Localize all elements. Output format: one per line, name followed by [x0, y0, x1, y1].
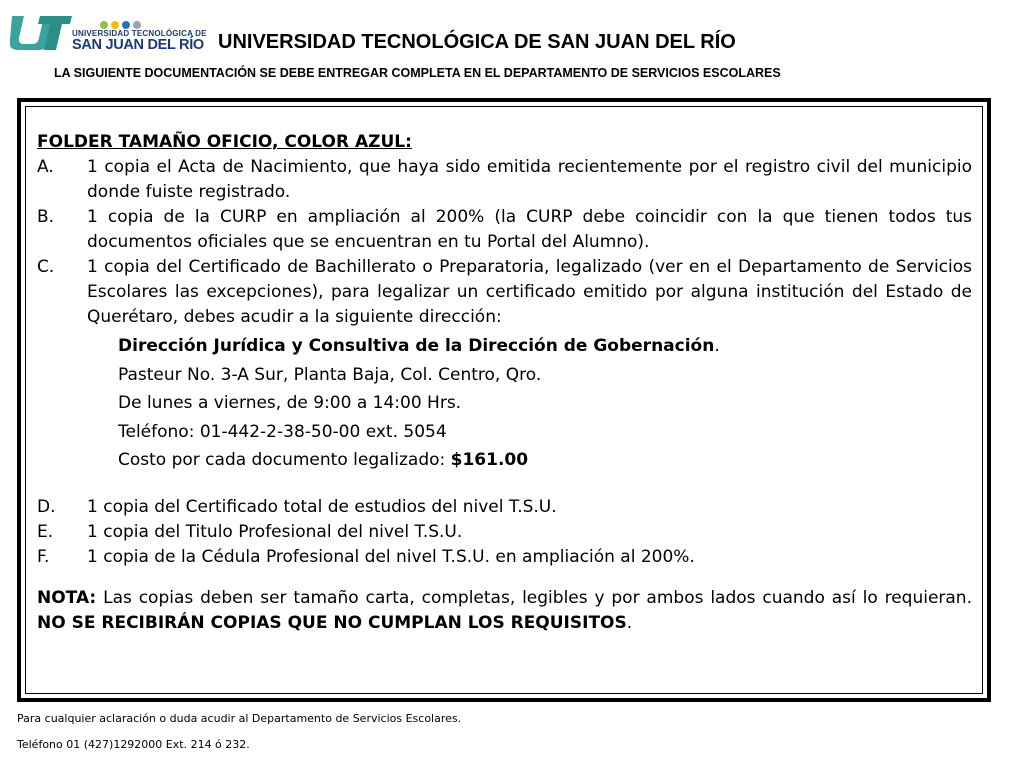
list-item-label: F. — [37, 546, 50, 567]
list-item-text: 1 copia de la Cédula Profesional del nivel T.S.U. en ampliación al 200%. — [87, 546, 695, 567]
nota-paragraph — [37, 586, 972, 636]
list-item-a — [37, 155, 972, 205]
logo-dot-yellow — [111, 21, 119, 29]
address-office — [118, 332, 972, 361]
nota-warning: NO SE RECIBIRÁN COPIAS QUE NO CUMPLAN LOS REQUISITOS — [37, 612, 627, 633]
spacer — [37, 570, 972, 586]
logo-dot-blue — [122, 21, 130, 29]
subtitle: LA SIGUIENTE DOCUMENTACIÓN SE DEBE ENTREGAR COMPLETA EN EL DEPARTAMENTO DE SERVICIOS ESCOLARES — [54, 66, 781, 80]
list-item-label: B. — [37, 207, 55, 227]
nota-text: Las copias deben ser tamaño carta, completas, legibles y por ambos lados cuando así lo requieran. — [96, 587, 972, 608]
list-item-text: 1 copia del Titulo Profesional del nivel T.S.U. — [87, 521, 463, 542]
cost-label: Costo por cada documento legalizado: — [118, 450, 451, 470]
footer-phone: Teléfono 01 (427)1292000 Ext. 214 ó 232. — [17, 738, 250, 751]
address-office-period: . — [714, 336, 720, 356]
spacer — [37, 475, 972, 495]
list-item-label: D. — [37, 496, 56, 517]
university-logo — [10, 8, 210, 52]
address-street: Pasteur No. 3-A Sur, Planta Baja, Col. Centro, Qro. — [118, 364, 542, 385]
list-item-e — [37, 520, 972, 545]
logo-text-small: UNIVERSIDAD TECNOLÓGICA DE — [72, 29, 207, 38]
list-item-f — [37, 545, 972, 570]
list-item-label: E. — [37, 521, 54, 542]
list-item-label: C. — [37, 257, 55, 277]
address-hours: De lunes a viernes, de 9:00 a 14:00 Hrs. — [118, 393, 462, 413]
folder-heading: FOLDER TAMAÑO OFICIO, COLOR AZUL: — [37, 132, 412, 152]
cost-value: $161.00 — [450, 450, 529, 470]
list-item-text: 1 copia de la CURP en ampliación al 200% (la CURP debe coincidir con la que tienen todos tus documentos oficiales que se encuentran en tu Portal del Alumno). — [87, 207, 972, 252]
address-office-name: Dirección Jurídica y Consultiva de la Dirección de Gobernación — [118, 336, 715, 356]
address-cost — [118, 446, 972, 475]
logo-dot-green — [100, 21, 108, 29]
list-item-label: A. — [37, 157, 54, 177]
legalization-address — [37, 332, 972, 475]
logo-dot-gray — [133, 21, 141, 29]
nota-end: . — [626, 612, 633, 633]
list-item-b — [37, 205, 972, 255]
list-item-text: 1 copia del Certificado total de estudios del nivel T.S.U. — [87, 496, 557, 517]
logo-text-large: SAN JUAN DEL RÍO — [72, 37, 204, 53]
nota-label: NOTA: — [37, 587, 97, 608]
ut-logo-icon — [10, 12, 72, 52]
list-item-text: 1 copia del Certificado de Bachillerato o Preparatoria, legalizado (ver en el Departamento de Servicios Escolares las excepciones), para legalizar un certificado emitido por alguna institución del Estado de Querétaro, debes acudir a la siguiente dirección: — [87, 257, 972, 327]
university-title: UNIVERSIDAD TECNOLÓGICA DE SAN JUAN DEL RÍO — [218, 31, 736, 53]
footer-contact-note: Para cualquier aclaración o duda acudir al Departamento de Servicios Escolares. — [17, 712, 462, 725]
address-phone: Teléfono: 01-442-2-38-50-00 ext. 5054 — [118, 421, 447, 442]
list-item-text: 1 copia el Acta de Nacimiento, que haya sido emitida recientemente por el registro civil del municipio donde fuiste registrado. — [87, 157, 972, 202]
requirements-content — [37, 130, 972, 636]
list-item-c — [37, 255, 972, 330]
list-item-d — [37, 495, 972, 520]
